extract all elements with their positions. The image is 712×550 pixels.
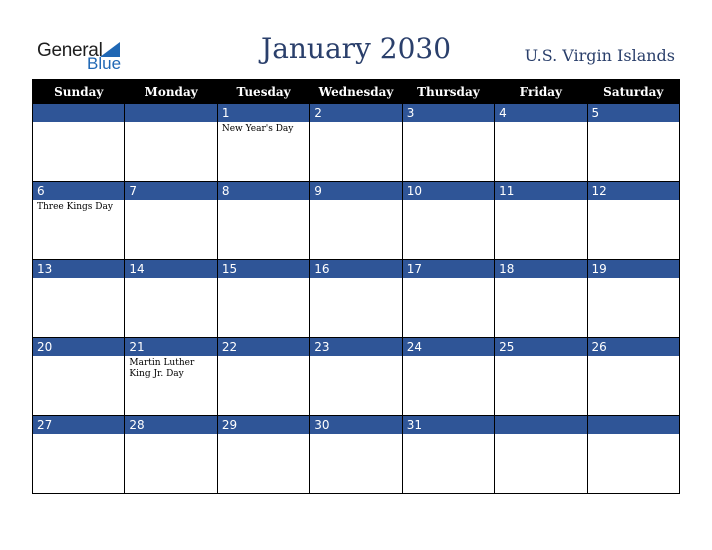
holiday-label — [218, 434, 309, 436]
day-number: 9 — [310, 182, 401, 200]
holiday-label — [218, 356, 309, 358]
holiday-label: New Year's Day — [221, 124, 294, 134]
holiday-label — [125, 434, 216, 436]
week-row — [33, 416, 680, 494]
day-number: 21 — [125, 338, 216, 356]
day-cell — [217, 416, 309, 494]
weekday-header: Wednesday — [310, 80, 402, 104]
day-cell — [402, 416, 494, 494]
day-number: 25 — [495, 338, 586, 356]
day-number: 13 — [33, 260, 124, 278]
day-content — [310, 278, 401, 337]
day-number — [33, 104, 124, 122]
day-number: 5 — [588, 104, 679, 122]
day-cell — [310, 338, 402, 416]
holiday-label — [403, 434, 494, 436]
day-content — [495, 122, 586, 181]
holiday-label — [588, 356, 679, 358]
week-row — [33, 260, 680, 338]
holiday-label — [310, 200, 401, 202]
day-cell — [402, 104, 494, 182]
region-label: U.S. Virgin Islands — [524, 46, 675, 65]
day-number: 22 — [218, 338, 309, 356]
holiday-label — [310, 434, 401, 436]
day-number: 24 — [403, 338, 494, 356]
day-number: 11 — [495, 182, 586, 200]
holiday-label — [218, 278, 309, 280]
day-content — [218, 434, 309, 493]
day-number: 23 — [310, 338, 401, 356]
holiday-label — [403, 278, 494, 280]
day-cell — [217, 104, 309, 182]
day-number: 27 — [33, 416, 124, 434]
holiday-label — [403, 122, 494, 124]
day-cell — [587, 338, 679, 416]
day-cell — [33, 260, 125, 338]
day-number: 19 — [588, 260, 679, 278]
day-number: 14 — [125, 260, 216, 278]
day-content — [588, 356, 679, 415]
day-content — [310, 122, 401, 181]
day-content — [495, 434, 586, 493]
holiday-label — [33, 278, 124, 280]
day-number: 3 — [403, 104, 494, 122]
day-cell — [587, 182, 679, 260]
day-content — [495, 200, 586, 259]
day-content — [33, 122, 124, 181]
day-number: 28 — [125, 416, 216, 434]
holiday-label: Martin Luther King Jr. Day — [129, 358, 195, 379]
holiday-label — [403, 200, 494, 202]
holiday-label — [218, 200, 309, 202]
day-number — [125, 104, 216, 122]
day-content — [125, 200, 216, 259]
day-content — [33, 200, 124, 259]
holiday-label — [588, 200, 679, 202]
holiday-label — [125, 278, 216, 280]
logo-text-general: General — [37, 40, 103, 61]
day-content — [218, 200, 309, 259]
day-content — [588, 434, 679, 493]
day-number — [495, 416, 586, 434]
holiday-label — [125, 200, 216, 202]
day-content — [310, 434, 401, 493]
day-content — [403, 278, 494, 337]
holiday-label — [495, 278, 586, 280]
day-cell — [310, 104, 402, 182]
day-number: 16 — [310, 260, 401, 278]
day-number: 4 — [495, 104, 586, 122]
day-number: 20 — [33, 338, 124, 356]
holiday-label — [125, 122, 216, 124]
day-content — [588, 200, 679, 259]
day-number — [588, 416, 679, 434]
week-row — [33, 104, 680, 182]
day-cell — [217, 338, 309, 416]
day-content — [125, 356, 216, 415]
day-content — [588, 278, 679, 337]
day-content — [33, 278, 124, 337]
weekday-header-row — [33, 80, 680, 104]
day-cell — [33, 182, 125, 260]
day-content — [125, 122, 216, 181]
day-content — [33, 434, 124, 493]
holiday-label — [495, 200, 586, 202]
week-row — [33, 182, 680, 260]
calendar-grid — [32, 79, 680, 494]
day-cell — [125, 104, 217, 182]
logo-text-blue: Blue — [87, 54, 122, 73]
day-content — [403, 434, 494, 493]
day-cell — [310, 182, 402, 260]
day-number: 2 — [310, 104, 401, 122]
day-number: 8 — [218, 182, 309, 200]
day-content — [588, 122, 679, 181]
day-content — [218, 356, 309, 415]
day-number: 1 — [218, 104, 309, 122]
day-cell — [402, 260, 494, 338]
day-cell — [495, 182, 587, 260]
day-cell — [33, 338, 125, 416]
holiday-label — [588, 122, 679, 124]
day-number: 15 — [218, 260, 309, 278]
day-content — [310, 200, 401, 259]
day-content — [125, 434, 216, 493]
weekday-header: Sunday — [33, 80, 125, 104]
day-cell — [125, 182, 217, 260]
day-content — [495, 278, 586, 337]
holiday-label — [588, 434, 679, 436]
holiday-label — [33, 434, 124, 436]
day-cell — [587, 104, 679, 182]
day-number: 12 — [588, 182, 679, 200]
day-cell — [310, 260, 402, 338]
day-content — [310, 356, 401, 415]
holiday-label — [588, 278, 679, 280]
day-cell — [217, 182, 309, 260]
day-number: 17 — [403, 260, 494, 278]
holiday-label — [33, 122, 124, 124]
day-cell — [587, 416, 679, 494]
day-number: 31 — [403, 416, 494, 434]
day-content — [218, 278, 309, 337]
holiday-label — [33, 356, 124, 358]
day-content — [495, 356, 586, 415]
holiday-label — [495, 122, 586, 124]
day-cell — [495, 104, 587, 182]
day-cell — [125, 416, 217, 494]
day-cell — [33, 416, 125, 494]
holiday-label: Three Kings Day — [37, 202, 113, 212]
holiday-label — [495, 356, 586, 358]
day-number: 26 — [588, 338, 679, 356]
day-number: 18 — [495, 260, 586, 278]
holiday-label — [495, 434, 586, 436]
day-cell — [217, 260, 309, 338]
day-content — [403, 356, 494, 415]
day-number: 6 — [33, 182, 124, 200]
day-cell — [125, 338, 217, 416]
day-content — [403, 200, 494, 259]
day-cell — [33, 104, 125, 182]
holiday-label — [310, 278, 401, 280]
day-cell — [495, 338, 587, 416]
day-cell — [495, 260, 587, 338]
weekday-header: Saturday — [587, 80, 679, 104]
day-cell — [310, 416, 402, 494]
holiday-label — [310, 356, 401, 358]
holiday-label — [310, 122, 401, 124]
page-title: January 2030 — [260, 32, 452, 65]
calendar-body — [33, 104, 680, 494]
day-cell — [587, 260, 679, 338]
day-number: 10 — [403, 182, 494, 200]
day-content — [33, 356, 124, 415]
day-number: 30 — [310, 416, 401, 434]
weekday-header: Monday — [125, 80, 217, 104]
day-cell — [402, 182, 494, 260]
day-content — [403, 122, 494, 181]
day-cell — [402, 338, 494, 416]
day-cell — [125, 260, 217, 338]
weekday-header: Friday — [495, 80, 587, 104]
day-number: 7 — [125, 182, 216, 200]
day-number: 29 — [218, 416, 309, 434]
weekday-header: Tuesday — [217, 80, 309, 104]
weekday-header: Thursday — [402, 80, 494, 104]
day-content — [125, 278, 216, 337]
holiday-label — [403, 356, 494, 358]
day-content — [218, 122, 309, 181]
week-row — [33, 338, 680, 416]
day-cell — [495, 416, 587, 494]
